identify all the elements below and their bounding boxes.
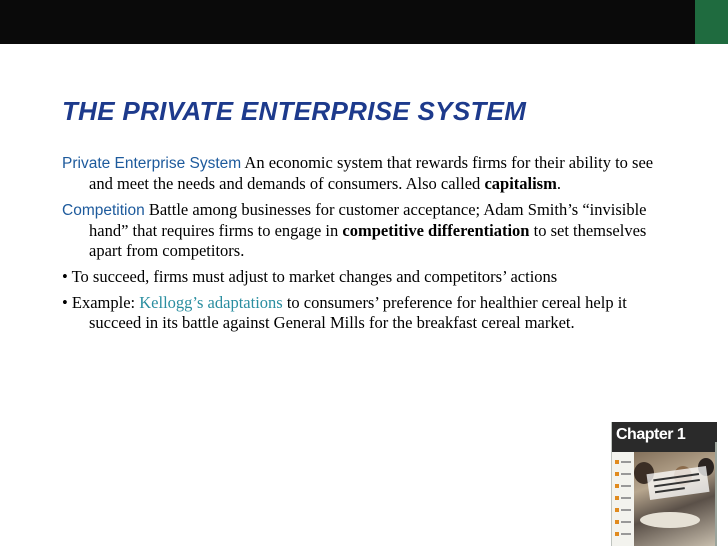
- keyword-capitalism: capitalism: [484, 174, 557, 193]
- cover-edge: [715, 442, 717, 546]
- cover-photo: [628, 450, 717, 546]
- definition-text: Battle among businesses for customer acceptance; Adam Smith’s “invisible hand” that requires firms to engage in: [89, 200, 647, 240]
- slide-title: THE PRIVATE ENTERPRISE SYSTEM: [62, 96, 527, 126]
- kelloggs-adaptations-link[interactable]: Kellogg’s adaptations: [139, 293, 283, 312]
- definition-private-enterprise: [62, 153, 662, 194]
- term-competition: Competition: [62, 202, 145, 219]
- slide-body: [62, 153, 662, 339]
- term-private-enterprise-system: Private Enterprise System: [62, 155, 242, 172]
- chapter-book-cover: [611, 422, 717, 546]
- top-bar-accent: [695, 0, 728, 44]
- keyword-competitive-differentiation: competitive differentiation: [342, 221, 530, 240]
- bullet-succeed: • To succeed, firms must adjust to market changes and competitors’ actions: [62, 267, 558, 286]
- chapter-label: Chapter 1: [616, 426, 686, 443]
- definition-text: An economic system that rewards firms for their ability to see and meet the needs and demands of consumers. Also called: [89, 153, 654, 193]
- bullet-prefix: • Example:: [62, 293, 140, 312]
- top-bar: [0, 0, 728, 44]
- definition-end: to set themselves apart from competitors.: [89, 221, 647, 260]
- definition-competition: [62, 200, 662, 261]
- definition-end: .: [556, 174, 561, 193]
- bullet-example: [62, 293, 662, 333]
- cover-sidebar: [612, 452, 634, 546]
- bullet-text: to consumers’ preference for healthier cereal help it succeed in its battle against General Mills for the breakfast cereal market.: [89, 293, 627, 332]
